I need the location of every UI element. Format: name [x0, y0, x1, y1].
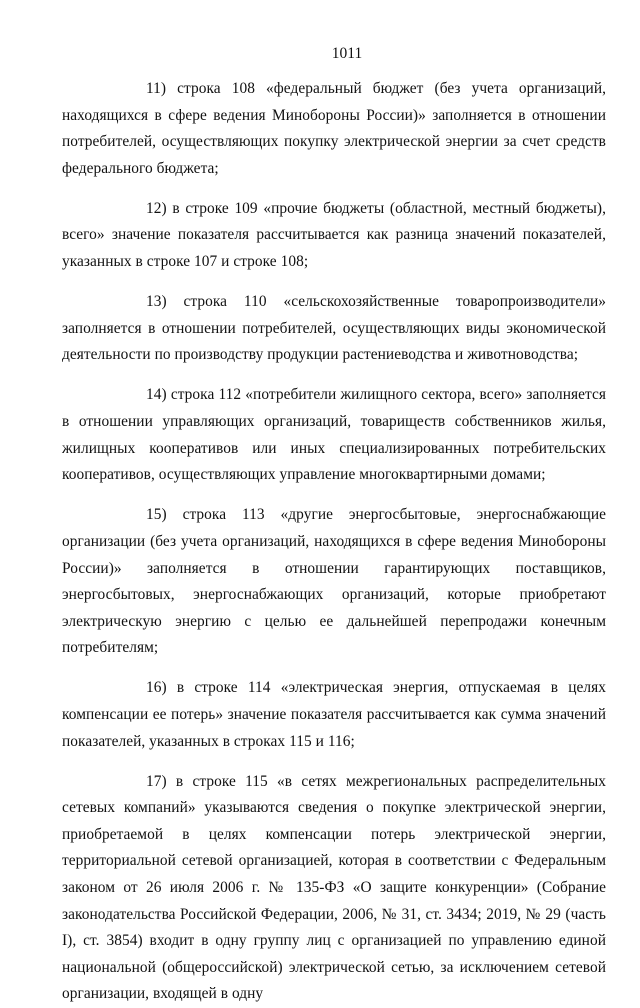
list-item-text: в строке 109 «прочие бюджеты (областной, местный бюджеты), всего» значение показателя рассчитывается как разница значений показателей, указанных в строке 107 и строке 108;: [62, 199, 606, 271]
list-item: [62, 382, 606, 488]
list-item-text: строка 110 «сельскохозяйственные товаропроизводители» заполняется в отношении потребителей, осуществляющих виды экономической деятельности по производству продукции растениеводства и животноводства;: [62, 293, 606, 364]
list-item-text: строка 112 «потребители жилищного сектора, всего» заполняется в отношении управляющих организаций, товариществ собственников жилья, жилищных кооперативов или иных специализированных потребительских кооперативов, осуществляющих управление многоквартирными домами;: [62, 386, 606, 484]
page-number: 1011: [331, 45, 363, 62]
list-item: [62, 502, 606, 662]
list-item: [62, 769, 606, 1008]
list-item-text: строка 113 «другие энергосбытовые, энергоснабжающие организации (без учета организаций, находящихся в сфере ведения Минобороны России)» заполняется в отношении гарантирующих поставщиков, энергосбытовых, энергоснабжающих организаций, которые приобретают электрическую энергию с целью ее дальнейшей перепродажи конечным потребителям;: [62, 506, 606, 657]
list-item-number: 13): [146, 293, 167, 311]
list-item-text: в строке 114 «электрическая энергия, отпускаемая в целях компенсации ее потерь» значение показателя рассчитывается как сумма значений показателей, указанных в строках 115 и 116;: [62, 679, 606, 750]
list-item: [62, 196, 606, 276]
list-item-text: в строке 115 «в сетях межрегиональных распределительных сетевых компаний» указываются сведения о покупке электрической энергии, приобретаемой в целях компенсации потерь электрической энергии, территориальной сетевой организацией, которая в соответствии с Федеральным законом от 26 июля 2006 г. № 135-ФЗ «О защите конкуренции» (Собрание законодательства Российской Федерации, 2006, № 31, ст. 3434; 2019, № 29 (часть I), ст. 3854) входит в одну группу лиц с организацией по управлению единой национальной (общероссийской) электрической сетью, за исключением сетевой организации, входящей в одну: [62, 772, 606, 1003]
list-item-number: 16): [146, 679, 167, 697]
list-item: [62, 289, 606, 369]
list-item-number: 11): [146, 80, 167, 97]
list-item-number: 14): [146, 386, 167, 404]
list-item-text: строка 108 «федеральный бюджет (без учета организаций, находящихся в сфере ведения Минобороны России)» заполняется в отношении потребителей, осуществляющих покупку электрической энергии за счет средств федерального бюджета;: [62, 80, 606, 177]
list-item-number: 12): [146, 199, 167, 217]
list-item-number: 17): [146, 772, 167, 790]
list-item-number: 15): [146, 506, 167, 524]
list-item: [62, 76, 606, 182]
list-item: [62, 675, 606, 755]
